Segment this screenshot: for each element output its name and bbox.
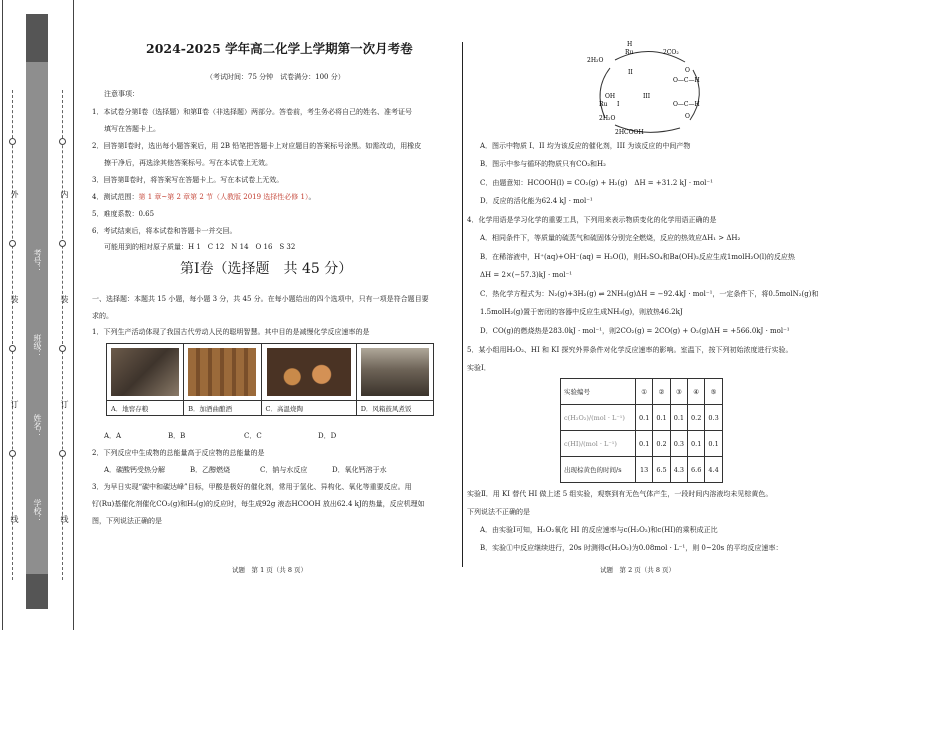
outer-seal-char: 订	[10, 400, 19, 408]
diagram-label: I	[617, 101, 620, 108]
strip-border-right	[73, 0, 74, 630]
table-cell: 0.2	[688, 405, 705, 431]
bar-cap-bottom	[26, 574, 48, 609]
diagram-label: O	[685, 113, 690, 120]
section1-title: 第Ⅰ卷（选择题 共 45 分）	[180, 261, 353, 277]
table-cell: 6.5	[653, 457, 670, 483]
table-header-cell: ①	[636, 379, 653, 405]
diagram-label: O—C—H	[673, 101, 700, 108]
note-line: 2．回答第Ⅰ卷时，选出每小题答案后，用 2B 铅笔把答题卡上对应题目的答案标号涂黑。如需改动，用橡皮	[92, 142, 422, 150]
table-cell: 6.6	[688, 457, 705, 483]
difficulty: 5．难度系数：0.65	[92, 210, 155, 218]
diagram-label: O—C—H	[673, 77, 700, 84]
outer-seal-char: 线	[10, 515, 19, 523]
scope-prefix: 4．测试范围：	[92, 193, 139, 201]
scope-suffix: 。	[308, 193, 316, 201]
q3-option-a: A．图示中物质 I、II 均为该反应的催化剂，III 为该反应的中间产物	[480, 142, 691, 150]
q2-option-a: A．碳酸钙受热分解	[104, 466, 166, 474]
q2-option-b: B．乙醇燃烧	[190, 466, 231, 474]
table-cell: 4.3	[670, 457, 687, 483]
diagram-label: 2HCOOH	[615, 129, 644, 136]
diagram-label: O	[685, 67, 690, 74]
table-header-cell: ③	[670, 379, 687, 405]
q3-option-c: C．由题意知：HCOOH(l) = CO₂(g) + H₂(g) ΔH = +31.2 kJ · mol⁻¹	[480, 179, 713, 187]
q5-data-table	[560, 378, 723, 483]
q3-stem: 图，下列说法正确的是	[92, 517, 162, 525]
info-bar	[26, 14, 48, 609]
kiln-pottery-image	[267, 348, 351, 396]
inner-seal-char: 订	[60, 400, 69, 408]
inner-seal-char: 内	[60, 190, 69, 198]
diagram-label: 2H₂O	[599, 115, 616, 122]
outer-seal-char: 装	[10, 295, 19, 303]
seal-hole	[9, 345, 16, 352]
q2-option-d: D．氧化钙溶于水	[332, 466, 387, 474]
q5-exp2: 实验Ⅱ．用 KI 替代 HI 做上述 5 组实验，观察到有无色气体产生，一段时间内溶液均未见棕黄色。	[467, 490, 773, 498]
note-line: 填写在答题卡上。	[104, 125, 160, 133]
column-divider	[462, 42, 463, 567]
table-cell: 0.1	[670, 405, 687, 431]
q4-option-c-cont: 1.5molH₂(g)置于密闭的容器中反应生成NH₃(g)，则放热46.2kJ	[480, 308, 683, 316]
table-cell: 0.2	[653, 431, 670, 457]
class-label: 班级：	[33, 334, 42, 358]
diagram-label: OH	[605, 93, 616, 100]
note-line: 1．本试卷分第Ⅰ卷（选择题）和第Ⅱ卷（非选择题）两部分。答卷前，考生务必将自己的姓名、准考证号	[92, 108, 412, 116]
footer-right: 试题 第 2 页（共 8 页）	[600, 566, 676, 574]
school-label: 学校：	[33, 499, 42, 523]
collect-note: 6．考试结束后，将本试卷和答题卡一并交回。	[92, 227, 237, 235]
table-header-cell: ②	[653, 379, 670, 405]
q1-option-c: C．C	[244, 432, 262, 440]
table-cell: 0.1	[636, 431, 653, 457]
reaction-mechanism-diagram	[585, 40, 715, 136]
q5-option-b: B．实验①中反应继续进行，20s 时测得c(H₂O₂)为0.08mol · L⁻¹，则 0~20s 的平均反应速率：	[480, 544, 783, 552]
q1-caption: D．风箱鼓风煮饭	[356, 401, 433, 416]
q5-ask: 下列说法不正确的是	[467, 508, 530, 516]
table-cell: 4.4	[705, 457, 722, 483]
q1-stem: 1．下列生产活动体现了我国古代劳动人民的聪明智慧。其中目的是减慢化学反应速率的是	[92, 328, 370, 336]
wine-jars-image	[188, 348, 256, 396]
q1-image-table	[106, 343, 434, 416]
name-label: 姓名：	[33, 414, 42, 438]
table-row	[561, 405, 723, 431]
note-line: 3．回答第Ⅱ卷时，将答案写在答题卡上。写在本试卷上无效。	[92, 176, 284, 184]
table-header-cell: ⑤	[705, 379, 722, 405]
exam-title: 2024-2025 学年高二化学上学期第一次月考卷	[146, 41, 413, 56]
diagram-label: III	[643, 93, 651, 100]
seal-hole	[59, 240, 66, 247]
notes-heading: 注意事项：	[104, 90, 139, 98]
q5-option-a: A．由实验Ⅰ可知，H₂O₂氧化 HI 的反应速率与c(H₂O₂)和c(HI)的乘积成正比	[480, 526, 718, 534]
outer-seal-line	[12, 90, 13, 580]
note-line: 擦干净后，再选涂其他答案标号。写在本试卷上无效。	[104, 159, 272, 167]
inner-seal-char: 装	[60, 295, 69, 303]
table-cell: 0.1	[705, 431, 722, 457]
seal-hole	[9, 450, 16, 457]
bar-cap-top	[26, 14, 48, 62]
q4-option-b: B．在稀溶液中，H⁺(aq)+OH⁻(aq) = H₂O(l)，则H₂SO₄和Ba(OH)₂反应生成1molH₂O(l)的反应热	[480, 253, 795, 261]
table-row	[561, 431, 723, 457]
table-cell: c(H₂O₂)/(mol · L⁻¹)	[561, 405, 636, 431]
cellar-image	[111, 348, 179, 396]
bellows-stove-image	[361, 348, 429, 396]
table-cell: c(HI)/(mol · L⁻¹)	[561, 431, 636, 457]
test-scope	[92, 192, 316, 202]
section1-intro: 一、选择题：本题共 15 小题，每小题 3 分，共 45 分。在每小题给出的四个选项中，只有一项是符合题目要	[92, 295, 429, 303]
q1-caption: C．高温烧陶	[261, 401, 356, 416]
table-row	[561, 379, 723, 405]
q1-option-d: D．D	[318, 432, 337, 440]
table-cell: 13	[636, 457, 653, 483]
q3-option-d: D．反应的活化能为62.4 kJ · mol⁻¹	[480, 197, 593, 205]
q1-image-cell	[261, 344, 356, 401]
inner-seal-line	[62, 90, 63, 580]
inner-seal-char: 线	[60, 515, 69, 523]
diagram-label: Ru	[599, 101, 608, 108]
atomic-mass: 可能用到的相对原子质量：H 1 C 12 N 14 O 16 S 32	[104, 243, 296, 251]
section1-intro: 求的。	[92, 312, 113, 320]
table-cell: 0.1	[653, 405, 670, 431]
q3-stem: 3．为早日实现“碳中和碳达峰”目标，甲酸是极好的催化剂，常用于氢化、异构化、氧化等重要反应。用	[92, 483, 412, 491]
diagram-label: 2H₂O	[587, 57, 604, 64]
table-header-cell: 实验编号	[561, 379, 636, 405]
table-cell: 0.3	[670, 431, 687, 457]
q5-stem: 5．某小组用H₂O₂、HI 和 KI 探究外界条件对化学反应速率的影响。室温下，按下列初始浓度进行实验。	[467, 346, 793, 354]
q2-stem: 2．下列反应中生成物的总能量高于反应物的总能量的是	[92, 449, 265, 457]
seal-hole	[9, 138, 16, 145]
q1-image-cell	[356, 344, 433, 401]
q3-option-b: B．图示中参与循环的物质只有CO₂和H₂	[480, 160, 606, 168]
q3-stem: 钌(Ru)基催化剂催化CO₂(g)和H₂(g)的反应时，每生成92g 液态HCOOH 放出62.4 kJ的热量，反应机理如	[92, 500, 425, 508]
q1-caption: B．加酒曲酿酒	[184, 401, 261, 416]
q4-option-b-cont: ΔH = 2×(−57.3)kJ · mol⁻¹	[480, 271, 573, 279]
q1-image-cell	[107, 344, 184, 401]
seal-hole	[59, 138, 66, 145]
outer-seal-char: 外	[10, 190, 19, 198]
footer-left: 试题 第 1 页（共 8 页）	[232, 566, 308, 574]
seal-hole	[59, 450, 66, 457]
seal-hole	[59, 345, 66, 352]
q5-exp1-label: 实验Ⅰ．	[467, 364, 491, 372]
exam-subtitle: （考试时间：75 分钟 试卷满分：100 分）	[206, 73, 345, 81]
table-cell: 0.1	[636, 405, 653, 431]
q4-option-c: C．热化学方程式为：N₂(g)+3H₂(g) ⇌ 2NH₃(g)ΔH = −92.4kJ · mol⁻¹，一定条件下，将0.5molN₂(g)和	[480, 290, 819, 298]
q2-option-c: C．钠与水反应	[260, 466, 308, 474]
q4-option-a: A．相同条件下，等质量的硫蒸气和硫固体分别完全燃烧，反应的热效应ΔH₁ > ΔH₂	[480, 234, 741, 242]
diagram-label: II	[628, 69, 633, 76]
scope-highlight: 第 1 章~第 2 章第 2 节（人教版 2019 选择性必修 1）	[138, 193, 309, 201]
strip-border-left	[2, 0, 3, 630]
table-row	[561, 457, 723, 483]
table-cell: 0.3	[705, 405, 722, 431]
table-cell: 出现棕黄色的时间/s	[561, 457, 636, 483]
q1-option-a: A．A	[104, 432, 122, 440]
seal-hole	[9, 240, 16, 247]
q4-stem: 4．化学用语是学习化学的重要工具，下列用来表示物质变化的化学用语正确的是	[467, 216, 717, 224]
table-header-cell: ④	[688, 379, 705, 405]
exam-no-label: 考号：	[33, 249, 42, 273]
diagram-label: 2CO₂	[663, 49, 679, 56]
diagram-label: Ru	[625, 49, 634, 56]
diagram-label: H	[627, 41, 633, 48]
q1-caption: A．地窖存粮	[107, 401, 184, 416]
table-cell: 0.1	[688, 431, 705, 457]
q1-image-cell	[184, 344, 261, 401]
q4-option-d: D．CO(g)的燃烧热是283.0kJ · mol⁻¹，则2CO₂(g) = 2CO(g) + O₂(g)ΔH = +566.0kJ · mol⁻¹	[480, 327, 790, 335]
q1-option-b: B．B	[168, 432, 186, 440]
